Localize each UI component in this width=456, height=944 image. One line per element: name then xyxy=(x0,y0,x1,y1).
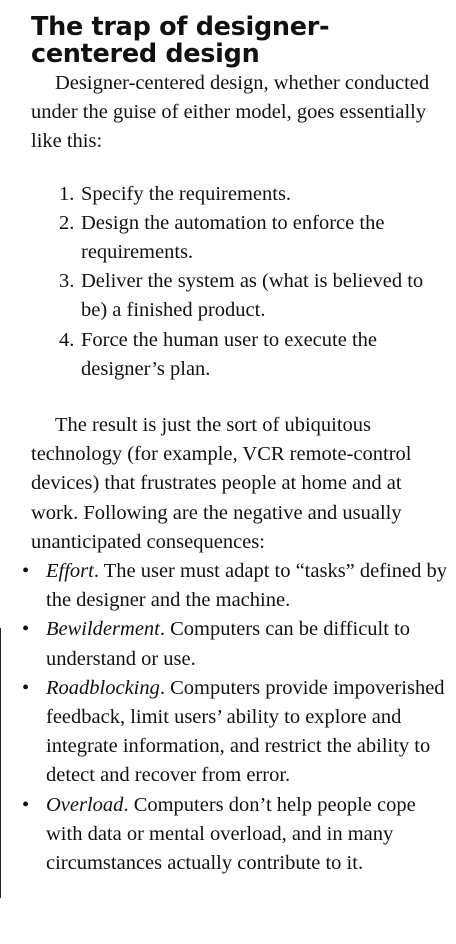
article-column xyxy=(22,12,451,878)
step-text: Specify the requirements. xyxy=(81,182,292,205)
list-item xyxy=(31,209,451,267)
bullet-icon: • xyxy=(22,560,30,583)
consequence-text: . The user must adapt to “tasks” defined by the designer and the machine. xyxy=(46,560,447,612)
step-number: 2. xyxy=(59,211,75,234)
consequences-list xyxy=(22,557,451,878)
step-number: 1. xyxy=(59,182,75,205)
result-paragraph: The result is just the sort of ubiquitous technology (for example, VCR remote-control devices) that frustrates people at home and at work. Following are the negative and usually unanticipated consequences: xyxy=(31,414,412,553)
list-item xyxy=(22,615,451,673)
consequence-text: . Computers can be difficult to understand or use. xyxy=(46,618,410,670)
step-number: 4. xyxy=(59,328,75,351)
consequence-term: Roadblocking xyxy=(46,676,160,699)
list-item xyxy=(31,180,451,209)
margin-rule xyxy=(0,628,1,898)
consequence-term: Overload xyxy=(46,793,124,816)
bullet-icon: • xyxy=(22,618,30,641)
step-text: Deliver the system as (what is believed to be) a finished product. xyxy=(81,270,424,322)
intro-paragraph: Designer-centered design, whether conducted under the guise of either model, goes essentially like this: xyxy=(31,72,430,153)
section-heading: The trap of designer-centered design xyxy=(31,12,330,69)
step-number: 3. xyxy=(59,270,75,293)
list-item xyxy=(22,791,451,879)
list-item xyxy=(31,267,451,325)
consequence-term: Bewilderment xyxy=(46,618,160,641)
list-item xyxy=(31,326,451,384)
article-body xyxy=(22,69,451,878)
bullet-icon: • xyxy=(22,793,30,816)
consequence-text: . Computers don’t help people cope with data or mental overload, and in many circumstances actually contribute to it. xyxy=(46,793,416,875)
step-text: Design the automation to enforce the requirements. xyxy=(81,211,385,264)
consequence-text: . Computers provide impoverished feedback, limit users’ ability to explore and integrate information, and restrict the ability to detect and recover from error. xyxy=(46,676,445,787)
bullet-icon: • xyxy=(22,676,30,699)
step-text: Force the human user to execute the designer’s plan. xyxy=(81,328,377,380)
list-item xyxy=(22,557,451,615)
consequence-term: Effort xyxy=(46,560,94,583)
steps-list xyxy=(31,180,451,384)
list-item xyxy=(22,674,451,791)
